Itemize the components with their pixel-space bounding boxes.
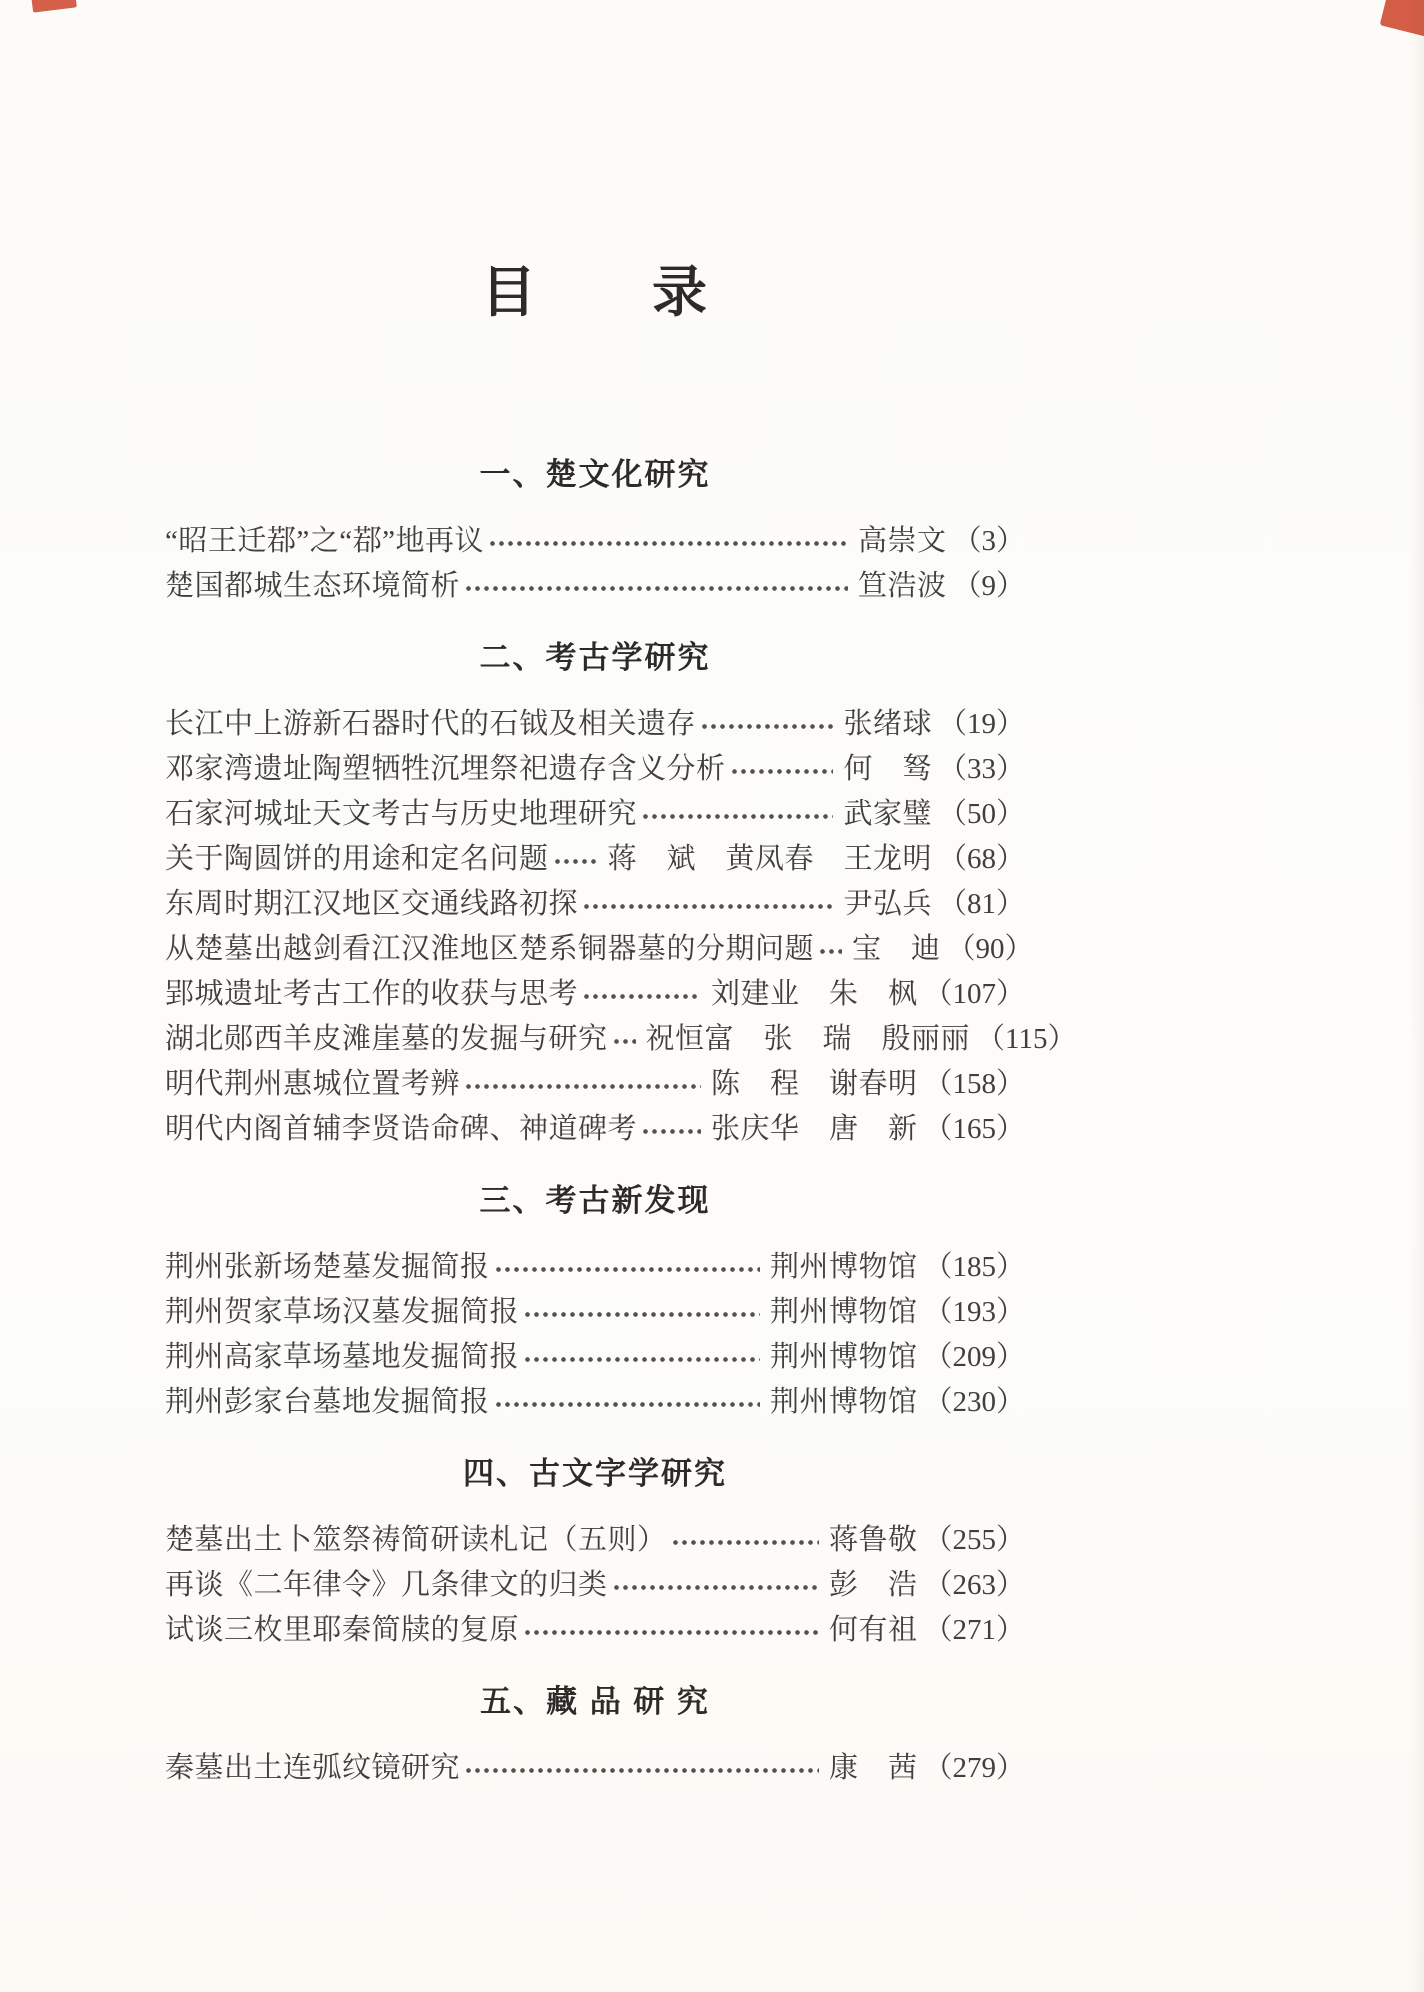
dot-leader xyxy=(464,1746,819,1791)
entry-title: 荆州贺家草场汉墓发掘简报 xyxy=(165,1296,520,1328)
entry-title: 长江中上游新石器时代的石钺及相关遗存 xyxy=(165,708,697,740)
dot-leader xyxy=(582,972,701,1017)
toc-section xyxy=(165,1451,1025,1653)
toc-entry xyxy=(165,1017,1077,1062)
section-entries xyxy=(165,519,1025,609)
section-entries xyxy=(165,1746,1025,1791)
entry-title: 东周时期江汉地区交通线路初探 xyxy=(165,888,579,920)
entry-title: 荆州高家草场墓地发掘简报 xyxy=(165,1341,520,1373)
entry-page-number: （90） xyxy=(946,933,1034,965)
scan-artifact-top-left xyxy=(31,0,77,13)
entry-page-number: （158） xyxy=(923,1068,1025,1100)
entry-authors: 武家璧 xyxy=(843,798,932,830)
dot-leader xyxy=(641,1107,701,1152)
toc-section xyxy=(165,1679,1025,1791)
section-heading: 四、古文字学研究 xyxy=(463,1456,727,1491)
entry-title: 从楚墓出越剑看江汉淮地区楚系铜器墓的分期问题 xyxy=(165,933,815,965)
entry-title: 郢城遗址考古工作的收获与思考 xyxy=(165,978,579,1010)
entry-page-number: （255） xyxy=(923,1524,1025,1556)
dot-leader xyxy=(464,1062,701,1107)
dot-leader xyxy=(612,1017,636,1062)
entry-title: 明代内阁首辅李贤诰命碑、神道碑考 xyxy=(165,1113,638,1145)
toc-entry xyxy=(165,972,1025,1017)
dot-leader xyxy=(494,1245,760,1290)
section-heading: 一、楚文化研究 xyxy=(479,457,711,492)
toc-entry xyxy=(165,1245,1025,1290)
section-entries xyxy=(165,702,1077,1152)
entry-authors: 陈 程 谢春明 xyxy=(710,1068,918,1100)
entry-title: 楚国都城生态环境简析 xyxy=(165,570,461,602)
entry-authors: 荆州博物馆 xyxy=(769,1341,918,1373)
entry-authors: 荆州博物馆 xyxy=(769,1251,918,1283)
toc-entry xyxy=(165,747,1025,792)
entry-page-number: （50） xyxy=(937,798,1025,830)
section-heading: 五、藏 品 研 究 xyxy=(480,1684,710,1719)
entry-authors: 祝恒富 张 瑞 殷丽丽 xyxy=(645,1023,971,1055)
entry-title: “昭王迁鄀”之“鄀”地再议 xyxy=(165,525,484,557)
entry-authors: 张庆华 唐 新 xyxy=(710,1113,918,1145)
toc-entry xyxy=(165,519,1025,564)
entry-page-number: （165） xyxy=(923,1113,1025,1145)
toc-entry xyxy=(165,1746,1025,1791)
entry-authors: 蒋鲁敬 xyxy=(828,1524,918,1556)
dot-leader xyxy=(641,792,833,837)
dot-leader xyxy=(553,837,598,882)
entry-title: 湖北郧西羊皮滩崖墓的发掘与研究 xyxy=(165,1023,608,1055)
toc-entry xyxy=(165,792,1025,837)
entry-authors: 荆州博物馆 xyxy=(769,1296,918,1328)
dot-leader xyxy=(582,882,833,927)
dot-leader xyxy=(612,1563,819,1608)
entry-page-number: （115） xyxy=(976,1023,1077,1055)
entry-authors: 刘建业 朱 枫 xyxy=(710,978,918,1010)
entry-page-number: （230） xyxy=(923,1386,1025,1418)
toc-entry xyxy=(165,1062,1025,1107)
entry-authors: 蒋 斌 黄凤春 王龙明 xyxy=(607,843,932,875)
entry-title: 关于陶圆饼的用途和定名问题 xyxy=(165,843,549,875)
toc-entry xyxy=(165,1107,1025,1152)
dot-leader xyxy=(818,927,842,972)
scan-edge-shadow xyxy=(1410,0,1424,1992)
entry-authors: 荆州博物馆 xyxy=(769,1386,918,1418)
dot-leader xyxy=(523,1290,760,1335)
toc-entry xyxy=(165,1380,1025,1425)
entry-title: 荆州张新场楚墓发掘简报 xyxy=(165,1251,490,1283)
entry-authors: 张绪球 xyxy=(843,708,932,740)
entry-title: 秦墓出土连弧纹镜研究 xyxy=(165,1752,461,1784)
entry-authors: 何 驽 xyxy=(843,753,932,785)
dot-leader xyxy=(523,1335,760,1380)
entry-page-number: （279） xyxy=(923,1752,1025,1784)
entry-page-number: （68） xyxy=(937,843,1025,875)
entry-page-number: （3） xyxy=(952,525,1025,557)
toc-entry xyxy=(165,564,1025,609)
entry-page-number: （9） xyxy=(952,570,1025,602)
entry-page-number: （209） xyxy=(923,1341,1025,1373)
entry-page-number: （263） xyxy=(923,1569,1025,1601)
entry-authors: 宝 迪 xyxy=(852,933,941,965)
entry-authors: 高崇文 xyxy=(857,525,947,557)
section-entries xyxy=(165,1518,1025,1653)
toc-entry xyxy=(165,1335,1025,1380)
toc-entry xyxy=(165,882,1025,927)
entry-title: 再谈《二年律令》几条律文的归类 xyxy=(165,1569,608,1601)
toc-entry xyxy=(165,1608,1025,1653)
entry-page-number: （185） xyxy=(923,1251,1025,1283)
toc-entry xyxy=(165,927,1034,972)
toc-section xyxy=(165,635,1077,1152)
entry-page-number: （19） xyxy=(937,708,1025,740)
entry-page-number: （107） xyxy=(923,978,1025,1010)
entry-authors: 笪浩波 xyxy=(857,570,947,602)
dot-leader xyxy=(464,564,848,609)
entry-authors: 康 茜 xyxy=(828,1752,918,1784)
toc-sections xyxy=(165,452,1077,1791)
toc-entry xyxy=(165,1563,1025,1608)
dot-leader xyxy=(730,747,834,792)
toc-entry xyxy=(165,702,1025,747)
entry-page-number: （193） xyxy=(923,1296,1025,1328)
entry-authors: 彭 浩 xyxy=(828,1569,918,1601)
entry-page-number: （271） xyxy=(923,1614,1025,1646)
toc-entry xyxy=(165,837,1025,882)
dot-leader xyxy=(494,1380,760,1425)
section-entries xyxy=(165,1245,1025,1425)
dot-leader xyxy=(488,519,848,564)
toc-section xyxy=(165,452,1025,609)
scan-artifact-top-right xyxy=(1380,0,1424,38)
entry-title: 楚墓出土卜筮祭祷简研读札记（五则） xyxy=(165,1524,667,1556)
entry-title: 明代荆州惠城位置考辨 xyxy=(165,1068,461,1100)
entry-title: 邓家湾遗址陶塑牺牲沉埋祭祀遗存含义分析 xyxy=(165,753,726,785)
entry-page-number: （33） xyxy=(937,753,1025,785)
dot-leader xyxy=(671,1518,819,1563)
entry-title: 试谈三枚里耶秦简牍的复原 xyxy=(165,1614,520,1646)
entry-title: 石家河城址天文考古与历史地理研究 xyxy=(165,798,638,830)
entry-page-number: （81） xyxy=(937,888,1025,920)
toc-entry xyxy=(165,1518,1025,1563)
dot-leader xyxy=(700,702,833,747)
dot-leader xyxy=(523,1608,819,1653)
section-heading: 二、考古学研究 xyxy=(479,640,711,675)
section-heading: 三、考古新发现 xyxy=(479,1183,711,1218)
toc-entry xyxy=(165,1290,1025,1335)
entry-title: 荆州彭家台墓地发掘简报 xyxy=(165,1386,490,1418)
entry-authors: 尹弘兵 xyxy=(843,888,932,920)
entry-authors: 何有祖 xyxy=(828,1614,918,1646)
page-title: 目 录 xyxy=(480,262,709,323)
toc-section xyxy=(165,1178,1025,1425)
